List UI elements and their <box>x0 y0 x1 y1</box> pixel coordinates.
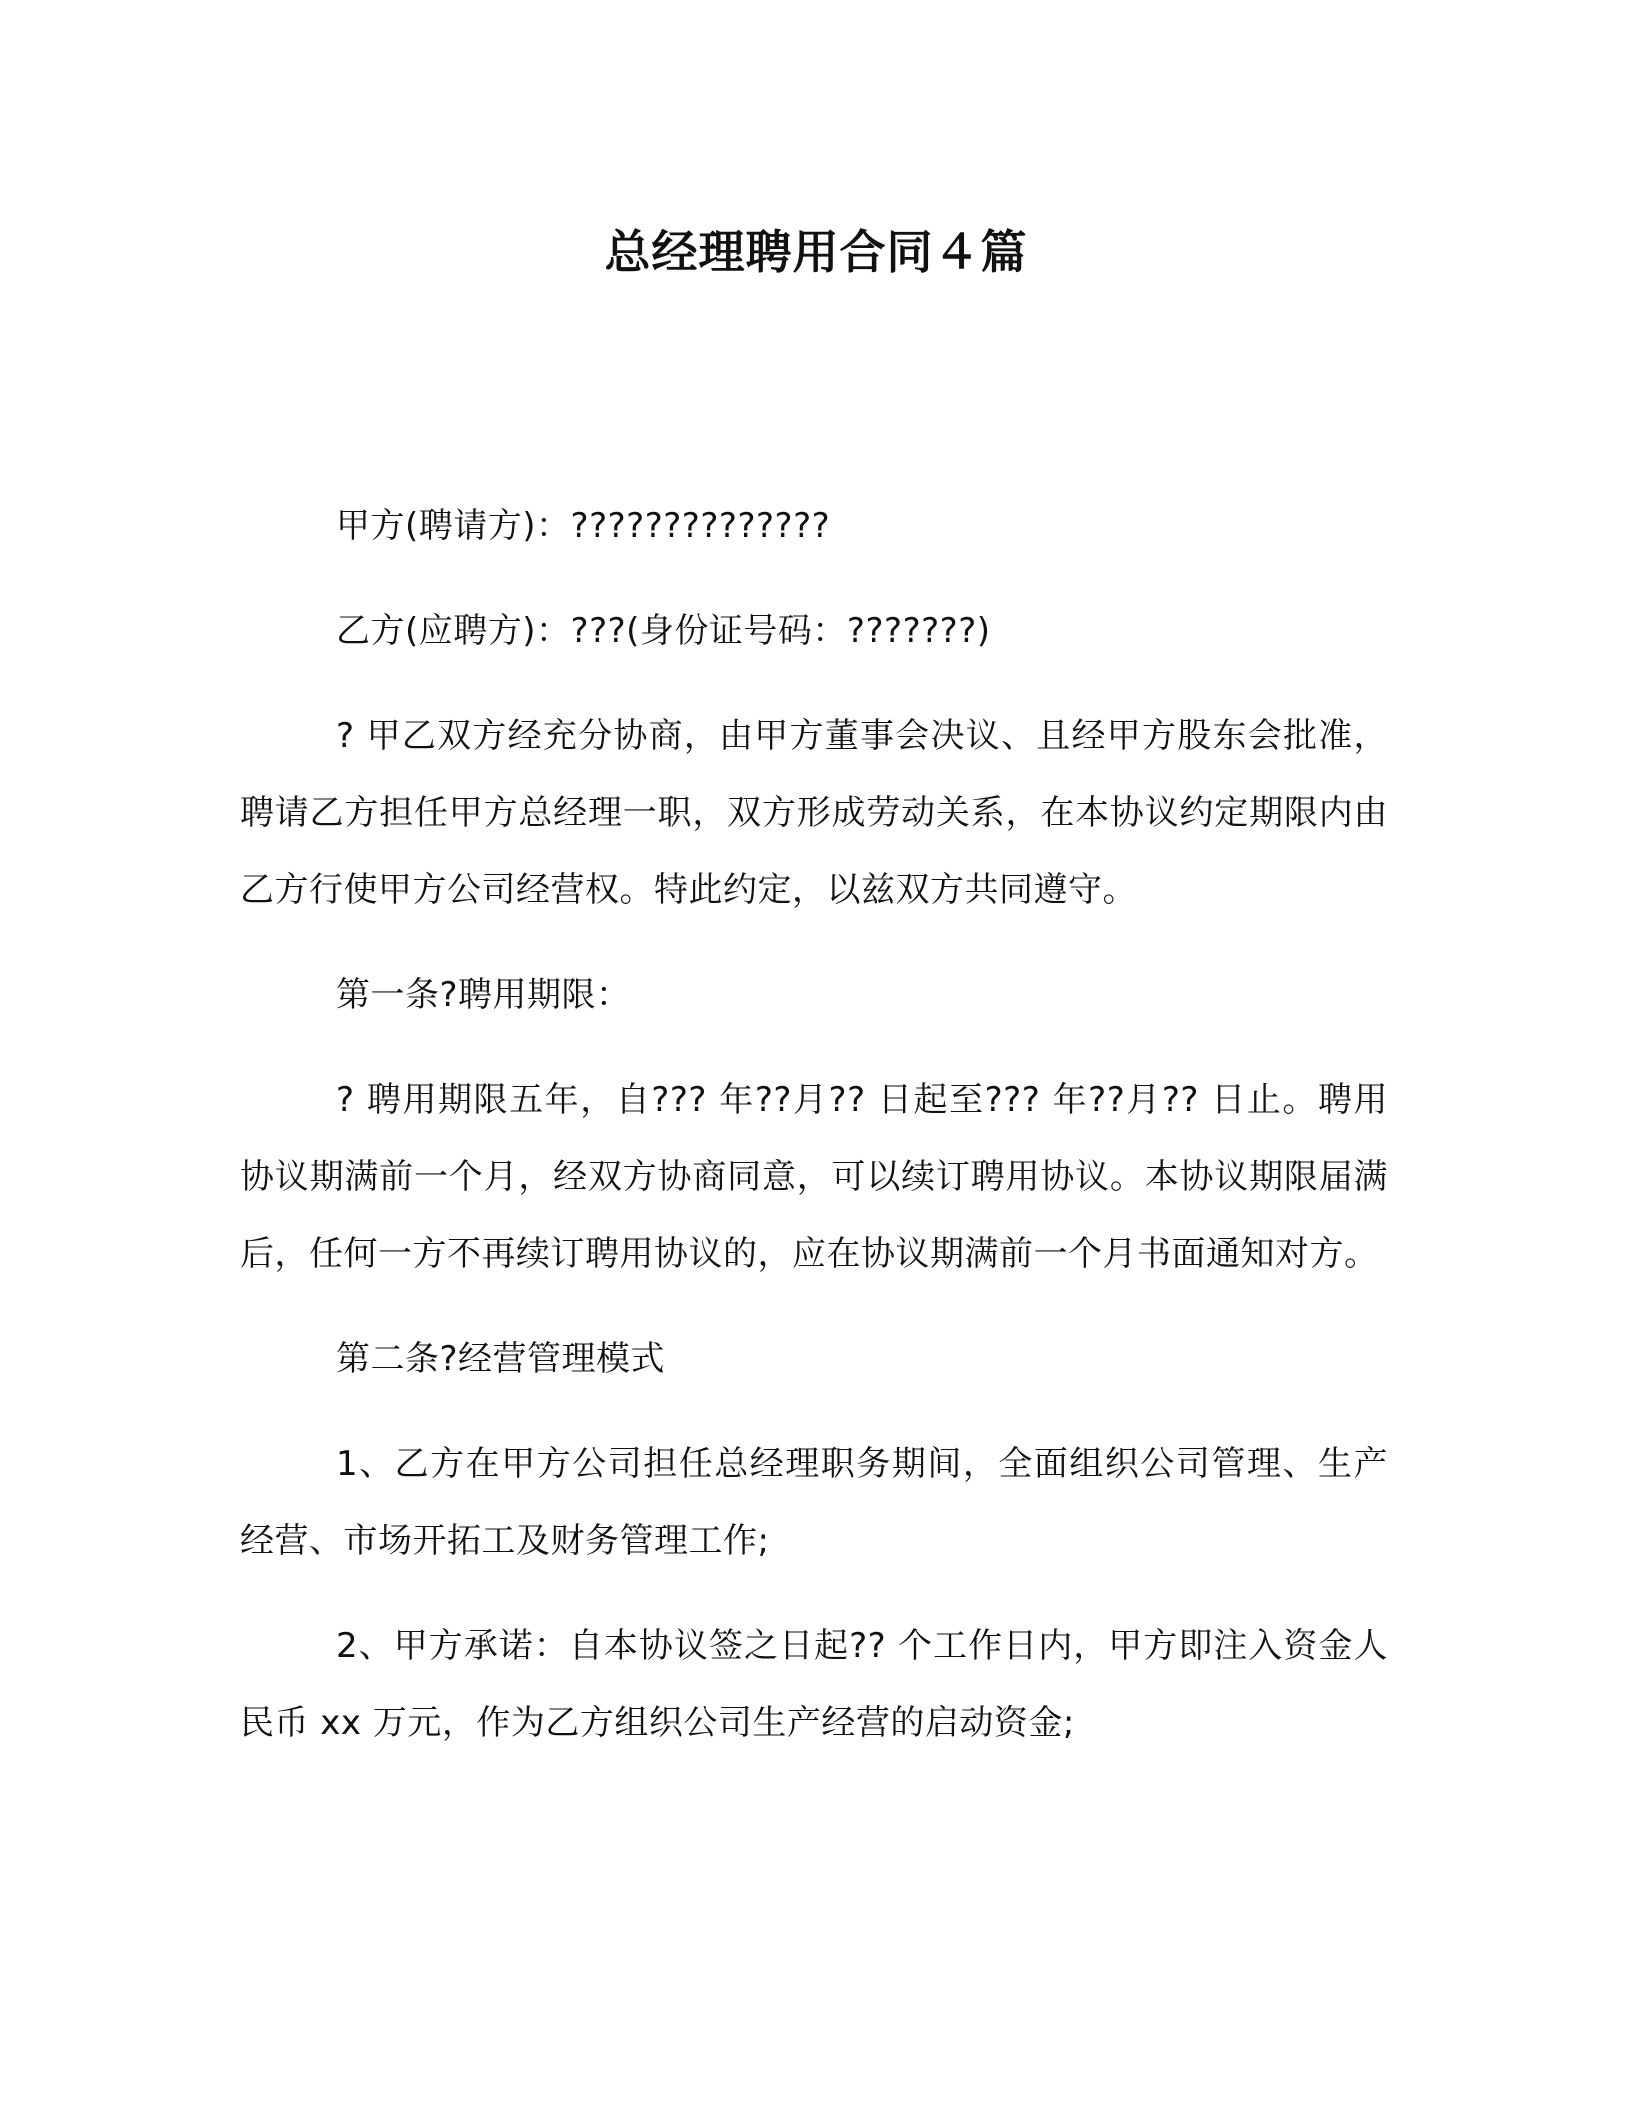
party-b-line: 乙方(应聘方)：???(身份证号码：???????) <box>336 611 991 651</box>
article-1-heading: 第一条?聘用期限： <box>336 975 631 1015</box>
party-a-line: 甲方(聘请方)：?????????????? <box>336 506 831 546</box>
preamble-paragraph: ? 甲乙双方经充分协商，由甲方董事会决议、且经甲方股东会批准，聘请乙方担任甲方总经理一职，双方形成劳动关系，在本协议约定期限内由乙方行使甲方公司经营权。特此约定，以兹双方共同遵守。 <box>240 716 1388 910</box>
document-body <box>240 488 1388 1790</box>
article-2-heading: 第二条?经营管理模式 <box>336 1339 666 1379</box>
article-2-item-1: 1、乙方在甲方公司担任总经理职务期间，全面组织公司管理、生产经营、市场开拓工及财务管理工作; <box>240 1444 1388 1561</box>
document-title: 总经理聘用合同４篇 <box>604 225 1028 279</box>
article-2-item-2: 2、甲方承诺：自本协议签之日起?? 个工作日内，甲方即注入资金人民币 xx 万元，作为乙方组织公司生产经营的启动资金; <box>240 1626 1388 1743</box>
article-1-paragraph: ? 聘用期限五年，自??? 年??月?? 日起至??? 年??月?? 日止。聘用协议期满前一个月，经双方协商同意，可以续订聘用协议。本协议期限届满后，任何一方不再续订聘用协议的，应在协议期满前一个月书面通知对方。 <box>240 1080 1388 1274</box>
